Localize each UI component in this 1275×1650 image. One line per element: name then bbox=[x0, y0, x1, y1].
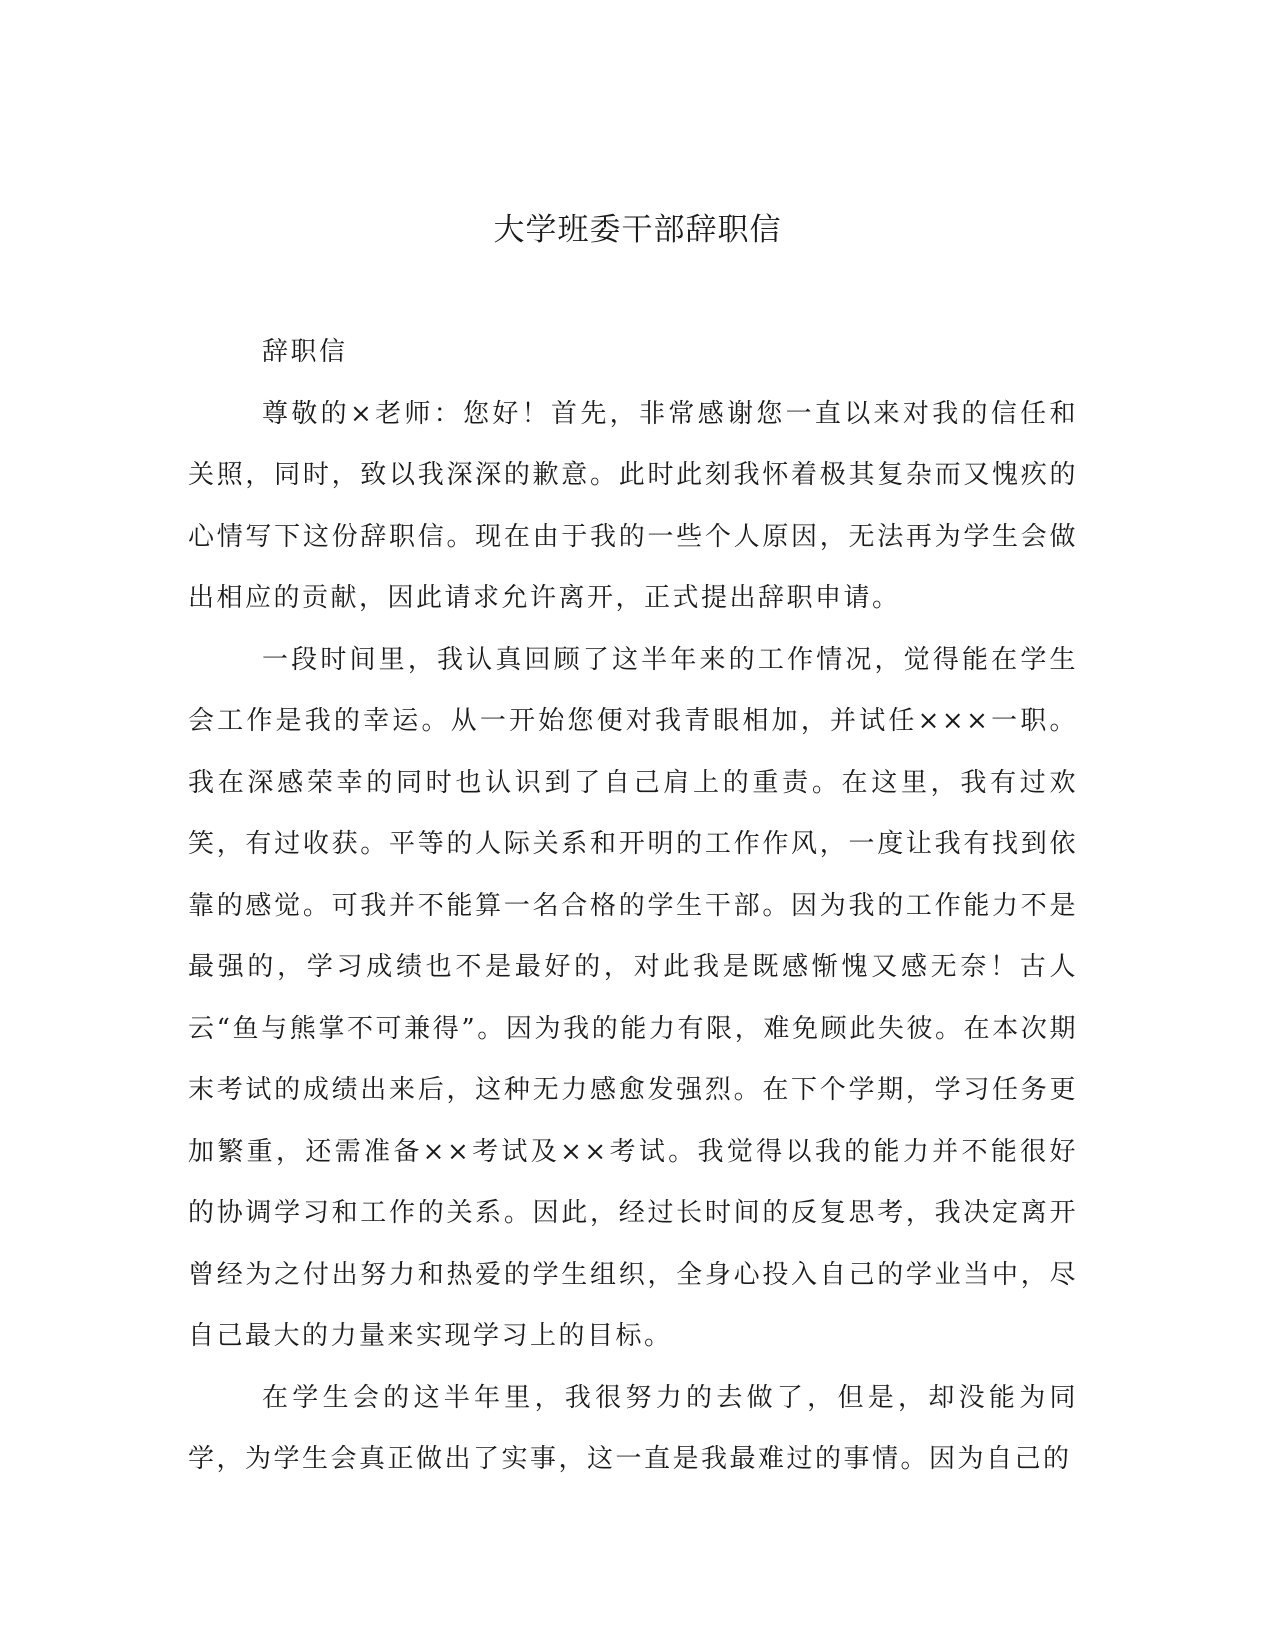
document-body bbox=[188, 322, 1078, 1491]
paragraph: 在学生会的这半年里，我很努力的去做了，但是，却没能为同学，为学生会真正做出了实事，这一直是我最难过的事情。因为自己的 bbox=[188, 1382, 1078, 1474]
paragraph-heading: 辞职信 bbox=[262, 337, 348, 367]
paragraph: 尊敬的×老师：您好！首先，非常感谢您一直以来对我的信任和关照，同时，致以我深深的歉意。此时此刻我怀着极其复杂而又愧疚的心情写下这份辞职信。现在由于我的一些个人原因，无法再为学生会做出相应的贡献，因此请求允许离开，正式提出辞职申请。 bbox=[188, 398, 1078, 613]
paragraph: 一段时间里，我认真回顾了这半年来的工作情况，觉得能在学生会工作是我的幸运。从一开始您便对我青眼相加，并试任×××一职。我在深感荣幸的同时也认识到了自己肩上的重责。在这里，我有过欢笑，有过收获。平等的人际关系和开明的工作作风，一度让我有找到依靠的感觉。可我并不能算一名合格的学生干部。因为我的工作能力不是最强的，学习成绩也不是最好的，对此我是既感惭愧又感无奈！古人云“鱼与熊掌不可兼得”。因为我的能力有限，难免顾此失彼。在本次期末考试的成绩出来后，这种无力感愈发强烈。在下个学期，学习任务更加繁重，还需准备××考试及××考试。我觉得以我的能力并不能很好的协调学习和工作的关系。因此，经过长时间的反复思考，我决定离开曾经为之付出努力和热爱的学生组织，全身心投入自己的学业当中，尽自己最大的力量来实现学习上的目标。 bbox=[188, 644, 1078, 1351]
document-title: 大学班委干部辞职信 bbox=[493, 212, 782, 248]
